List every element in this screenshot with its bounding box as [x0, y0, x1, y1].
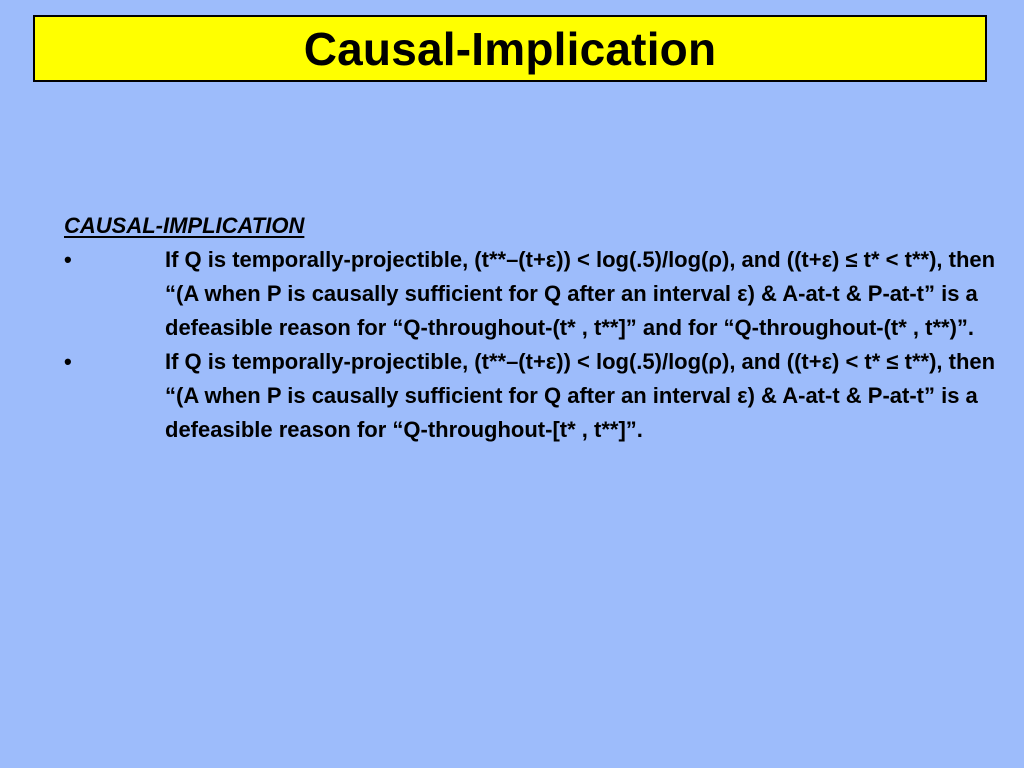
bullet-icon: •	[64, 349, 72, 374]
bullet-item-1	[64, 243, 1004, 345]
title-box	[33, 15, 987, 82]
bullet-text-2: If Q is temporally-projectible, (t**–(t+ε)) < log(.5)/log(ρ), and ((t+ε) < t* ≤ t**), then “(A when P is causally sufficient for Q after an interval ε) & A-at-t & P-at-t” is a defeasible reason for “Q-throughout-[t* , t**]”.	[165, 349, 996, 442]
slide-content	[64, 209, 1004, 447]
section-heading: CAUSAL-IMPLICATION	[64, 213, 305, 238]
slide-title: Causal-Implication	[303, 22, 717, 75]
bullet-text-1: If Q is temporally-projectible, (t**–(t+ε)) < log(.5)/log(ρ), and ((t+ε) ≤ t* < t**), then “(A when P is causally sufficient for Q after an interval ε) & A-at-t & P-at-t” is a defeasible reason for “Q-throughout-(t* , t**]” and for “Q-throughout-(t* , t**)”.	[165, 247, 996, 340]
bullet-icon: •	[64, 247, 72, 272]
bullet-item-2	[64, 345, 1004, 447]
